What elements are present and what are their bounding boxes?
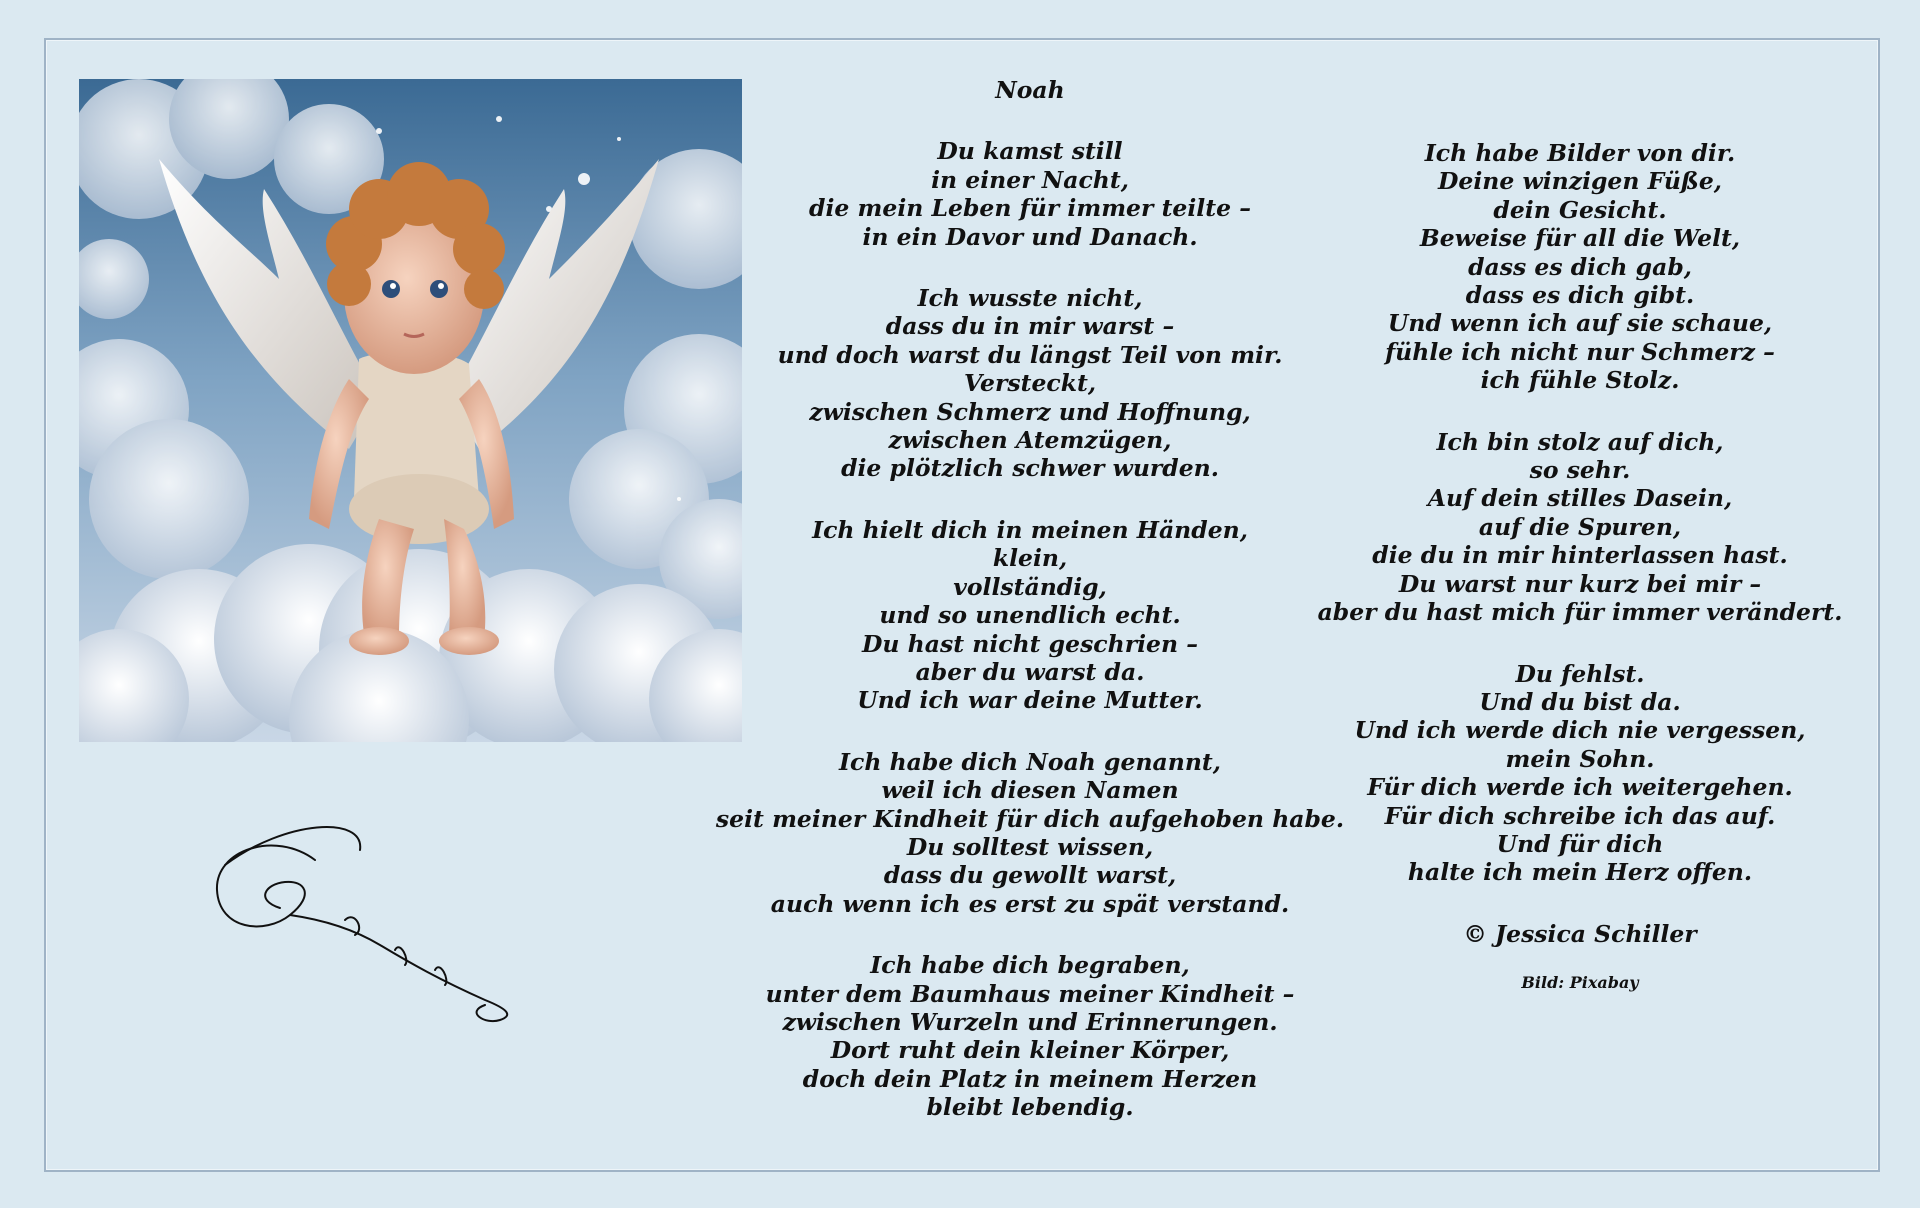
poem-line: Und du bist da. (1479, 687, 1681, 716)
poem-line: Für dich werde ich weitergehen. (1367, 773, 1793, 802)
poem-line: auch wenn ich es erst zu spät verstand. (770, 889, 1290, 918)
stanza (690, 516, 1370, 715)
poem-line: Und wenn ich auf sie schaue, (1387, 309, 1773, 338)
poem-line: Ich bin stolz auf dich, (1436, 427, 1724, 456)
poem-line: dein Gesicht. (1493, 195, 1667, 224)
poem-line: zwischen Schmerz und Hoffnung, (809, 397, 1251, 426)
poem-line: Und ich war deine Mutter. (857, 686, 1203, 715)
poem-line: so sehr. (1529, 456, 1631, 485)
left-stanzas (690, 137, 1370, 1121)
poem-line: klein, (992, 544, 1068, 573)
poem-line: Versteckt, (963, 369, 1097, 398)
poem-line: in einer Nacht, (931, 165, 1129, 194)
poem-line: Dort ruht dein kleiner Körper, (830, 1036, 1230, 1065)
poem-line: Du kamst still (937, 137, 1123, 166)
poem-line: Du fehlst. (1515, 659, 1645, 688)
poem-line: Deine winzigen Füße, (1438, 167, 1722, 196)
poem-line: die mein Leben für immer teilte – (809, 194, 1251, 223)
poem-line: Du solltest wissen, (906, 832, 1154, 861)
poem-line: unter dem Baumhaus meiner Kindheit – (765, 979, 1295, 1008)
stanza (1300, 139, 1860, 395)
poem-line: dass es dich gab, (1468, 252, 1692, 281)
poem-line: ich fühle Stolz. (1480, 366, 1680, 395)
poem-line: mein Sohn. (1505, 744, 1655, 773)
stanza (1300, 428, 1860, 627)
poem-line: zwischen Atemzügen, (888, 426, 1172, 455)
copyright: © Jessica Schiller (1463, 919, 1697, 948)
poem-line: aber du hast mich für immer verändert. (1317, 598, 1843, 627)
poem-line: dass du in mir warst – (885, 312, 1175, 341)
poem-line: und so unendlich echt. (879, 601, 1181, 630)
poem-line: und doch warst du längst Teil von mir. (777, 340, 1283, 369)
stanza (690, 748, 1370, 918)
poem-line: dass es dich gibt. (1465, 281, 1695, 310)
poem-line: weil ich diesen Namen (881, 776, 1179, 805)
right-stanzas (1300, 139, 1860, 887)
poem-line: die plötzlich schwer wurden. (841, 454, 1219, 483)
poem-column-right (1300, 139, 1860, 993)
poem-line: in ein Davor und Danach. (862, 222, 1198, 251)
stanza (690, 137, 1370, 251)
poem-line: Ich habe dich Noah genannt, (839, 747, 1221, 776)
poem-line: Ich habe Bilder von dir. (1424, 139, 1736, 167)
poem-line: dass du gewollt warst, (883, 861, 1177, 890)
poem-line: Du warst nur kurz bei mir – (1398, 569, 1762, 598)
poem-line: bleibt lebendig. (926, 1093, 1134, 1122)
poem-line: Du hast nicht geschrien – (862, 629, 1198, 658)
poem-column-left (690, 76, 1370, 1155)
poem-line: fühle ich nicht nur Schmerz – (1385, 337, 1775, 366)
poem-line: zwischen Wurzeln und Erinnerungen. (782, 1007, 1278, 1036)
poem-line: vollständig, (953, 572, 1107, 601)
poem-line: Und für dich (1496, 829, 1664, 858)
poem-line: Und ich werde dich nie vergessen, (1354, 716, 1806, 745)
poem-line: auf die Spuren, (1478, 512, 1682, 541)
poem-line: aber du warst da. (915, 657, 1145, 686)
gedichtezauber-signature (195, 820, 535, 1050)
poem-line: Auf dein stilles Dasein, (1427, 484, 1733, 513)
poem-title: Noah (995, 76, 1065, 104)
poem-line: Beweise für all die Welt, (1419, 224, 1741, 253)
image-credit: Bild: Pixabay (1521, 973, 1639, 993)
poem-line: seit meiner Kindheit für dich aufgehoben habe. (715, 804, 1345, 833)
poem-line: Für dich schreibe ich das auf. (1384, 801, 1776, 830)
stanza (690, 951, 1370, 1121)
stanza (690, 284, 1370, 483)
stanza (1300, 660, 1860, 887)
poem-line: halte ich mein Herz offen. (1407, 858, 1753, 887)
poem-line: Ich hielt dich in meinen Händen, (812, 515, 1248, 544)
poem-line: Ich wusste nicht, (917, 284, 1143, 313)
poem-line: doch dein Platz in meinem Herzen (802, 1064, 1258, 1093)
poem-line: Ich habe dich begraben, (870, 951, 1190, 980)
poem-line: die du in mir hinterlassen hast. (1372, 541, 1788, 570)
angel-baby-image (79, 79, 742, 742)
